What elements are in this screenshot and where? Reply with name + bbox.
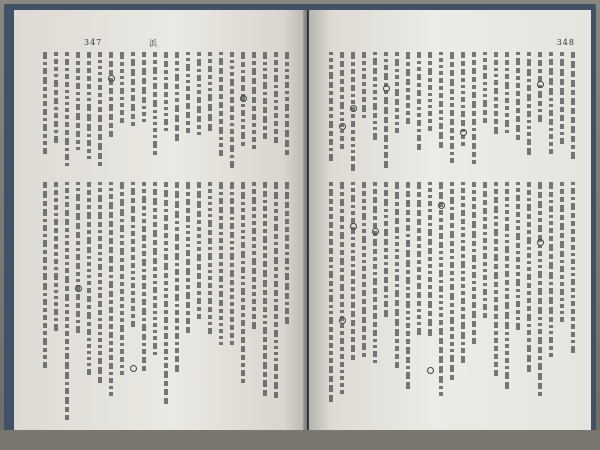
text-column <box>373 52 377 143</box>
text-column <box>43 182 47 371</box>
text-column <box>494 182 498 379</box>
text-column <box>175 52 179 144</box>
circle-bullet-mark <box>130 365 137 372</box>
text-column <box>417 182 421 338</box>
text-column <box>263 182 267 399</box>
text-column <box>527 52 531 158</box>
text-column <box>472 52 476 167</box>
text-column <box>395 52 399 136</box>
left-text-block-upper <box>36 52 291 170</box>
text-column <box>329 182 333 405</box>
text-column <box>395 182 399 371</box>
text-column <box>43 52 47 157</box>
text-column <box>340 182 344 397</box>
text-column <box>472 182 476 347</box>
text-column <box>461 182 465 366</box>
text-column <box>560 52 564 147</box>
text-column <box>197 182 201 322</box>
right-page <box>309 10 591 430</box>
circle-bullet-mark <box>427 367 434 374</box>
text-column <box>285 52 289 158</box>
left-page <box>14 10 307 430</box>
text-column <box>76 52 80 153</box>
text-column <box>483 52 487 126</box>
text-column <box>450 182 454 383</box>
text-column <box>186 182 190 336</box>
text-column <box>252 182 256 332</box>
text-column <box>208 182 212 337</box>
text-column <box>219 182 223 348</box>
text-column <box>428 52 432 134</box>
text-column <box>153 182 157 358</box>
text-column <box>274 52 278 146</box>
right-page-number: 348 <box>556 38 575 47</box>
text-column <box>549 182 553 360</box>
text-column <box>373 182 377 366</box>
text-column <box>538 52 542 125</box>
text-column <box>571 182 575 356</box>
text-column <box>461 52 465 149</box>
text-column <box>340 52 344 152</box>
text-column <box>120 182 124 378</box>
text-column <box>252 52 256 152</box>
text-column <box>76 182 80 336</box>
right-text-block-lower <box>327 182 577 420</box>
text-column <box>351 182 355 363</box>
text-column <box>120 52 124 126</box>
text-column <box>142 182 146 374</box>
text-column <box>153 52 157 158</box>
text-column <box>505 182 509 392</box>
text-column <box>505 52 509 136</box>
text-column <box>230 182 234 348</box>
text-column <box>208 52 212 134</box>
text-column <box>285 182 289 327</box>
text-column <box>186 52 190 136</box>
text-column <box>263 52 267 142</box>
text-column <box>241 52 245 149</box>
text-column <box>384 182 388 320</box>
text-column <box>65 182 69 423</box>
text-column <box>417 52 421 153</box>
text-column <box>230 52 234 171</box>
text-column <box>54 52 58 146</box>
text-column <box>87 182 91 378</box>
left-text-block-lower <box>36 182 291 420</box>
text-column <box>98 52 102 169</box>
text-column <box>428 182 432 339</box>
text-column <box>142 52 146 125</box>
text-column <box>571 52 575 162</box>
text-column <box>175 182 179 375</box>
text-column <box>131 182 135 330</box>
text-column <box>483 182 487 321</box>
text-column <box>538 182 542 399</box>
text-column <box>516 182 520 333</box>
left-page-number: 347 <box>84 38 103 47</box>
text-column <box>54 182 58 334</box>
text-column <box>329 52 333 164</box>
text-column <box>406 182 410 392</box>
text-column <box>362 52 366 121</box>
text-column <box>384 52 388 171</box>
text-column <box>494 52 498 137</box>
right-text-block-upper <box>327 52 577 170</box>
text-column <box>560 182 564 325</box>
text-column <box>516 52 520 143</box>
text-column <box>527 182 531 375</box>
text-column <box>164 182 168 407</box>
text-column <box>164 52 168 134</box>
text-column <box>219 52 223 159</box>
table-edge <box>0 430 600 450</box>
text-column <box>197 52 201 138</box>
left-running-head: 浜 <box>149 39 158 48</box>
text-column <box>351 52 355 174</box>
text-column <box>131 52 135 129</box>
text-column <box>450 52 454 166</box>
text-column <box>87 52 91 162</box>
text-column <box>439 52 443 151</box>
text-column <box>109 52 113 140</box>
text-column <box>65 52 69 169</box>
text-column <box>241 182 245 386</box>
text-column <box>274 182 278 401</box>
text-column <box>98 182 102 386</box>
text-column <box>549 52 553 157</box>
text-column <box>362 182 366 360</box>
text-column <box>406 52 410 127</box>
text-column <box>109 182 113 399</box>
text-column <box>439 182 443 399</box>
